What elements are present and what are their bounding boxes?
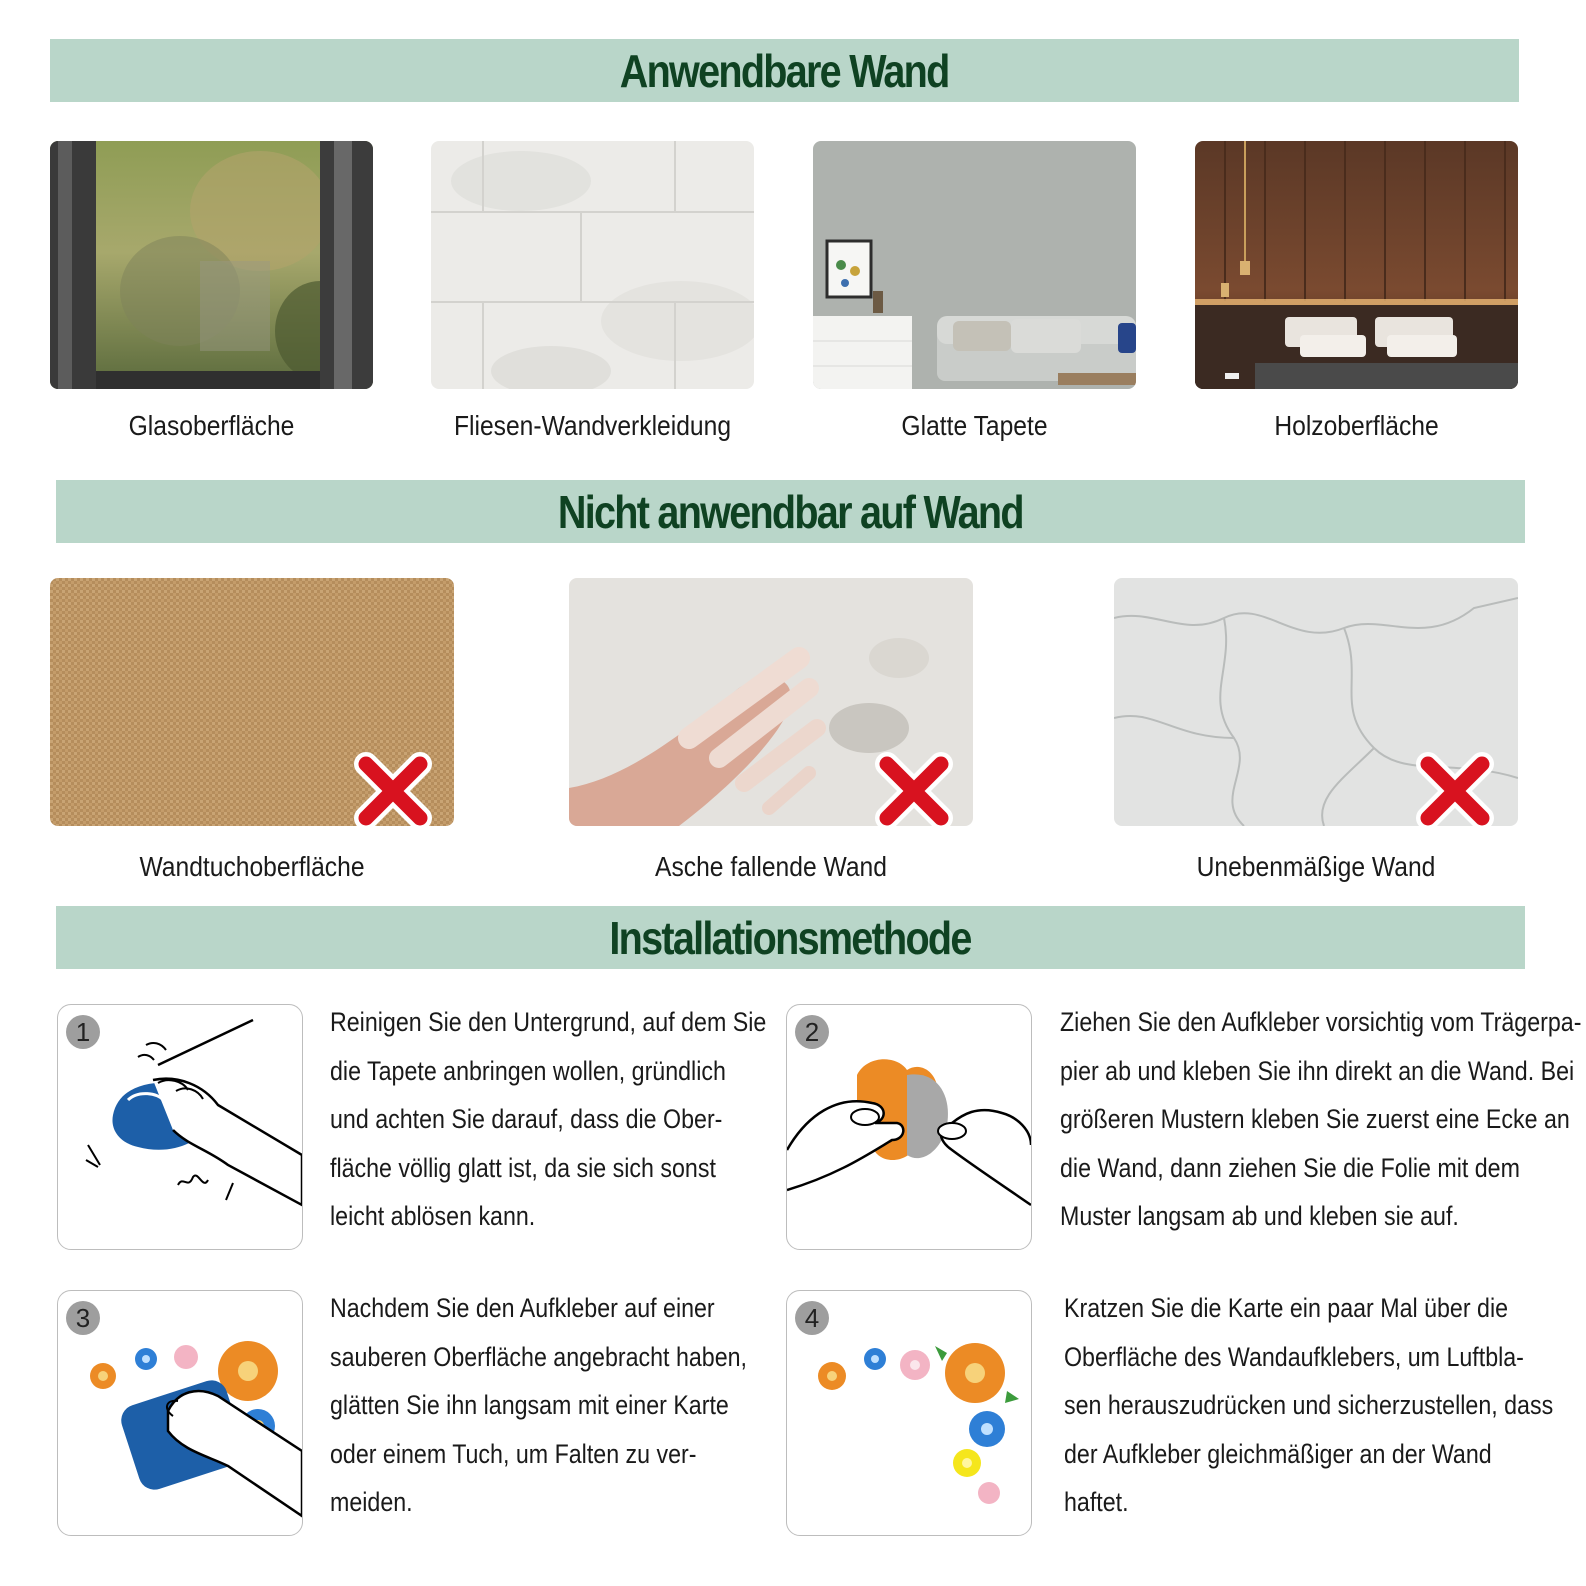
wood-bedroom-photo [1195, 141, 1518, 389]
step-4-number: 4 [795, 1301, 829, 1335]
caption-tile: Fliesen-Wandverkleidung [453, 410, 732, 441]
caption-fabric: Wandtuchoberfläche [139, 851, 365, 882]
step-2-number: 2 [795, 1015, 829, 1049]
caption-dusty: Asche fallende Wand [655, 851, 887, 882]
step-3-illustration [57, 1290, 303, 1536]
install-title: Installationsmethode [609, 911, 972, 964]
caption-glass: Glasoberfläche [128, 410, 295, 441]
step-4-text: Kratzen Sie die Karte ein paar Mal über die Oberfläche des Wandaufklebers, um Luftbla- sen herauszudrücken und sicherzustellen, dass der Aufkleber gleichmäßiger an der Wand haftet. [1064, 1293, 1554, 1517]
step-3-number: 3 [66, 1301, 100, 1335]
caption-wood: Holzoberfläche [1274, 410, 1439, 441]
applicable-section-header [50, 39, 1519, 102]
step-1-number: 1 [66, 1015, 100, 1049]
step-1-illustration [57, 1004, 303, 1250]
step-1-text: Reinigen Sie den Untergrund, auf dem Sie die Tapete anbringen wollen, gründlich und achten Sie darauf, dass die Ober- fläche völlig glatt ist, da sie sich sonst leicht ablösen kann. [330, 1007, 767, 1231]
step-2-text: Ziehen Sie den Aufkleber vorsichtig vom Trägerpa- pier ab und kleben Sie ihn direkt an die Wand. Bei größeren Mustern kleben Sie zuerst eine Ecke an die Wand, dann ziehen Sie die Folie mit dem Muster langsam ab und kleben sie auf. [1060, 1007, 1582, 1231]
living-room-photo [813, 141, 1136, 389]
not-applicable-section-header [56, 480, 1525, 543]
cracked-wall-photo [1114, 578, 1518, 826]
not-applicable-title: Nicht anwendbar auf Wand [558, 485, 1023, 538]
install-section-header [56, 906, 1525, 969]
applicable-title: Anwendbare Wand [620, 44, 949, 97]
caption-cracked: Unebenmäßige Wand [1196, 851, 1436, 882]
step-2-illustration [786, 1004, 1032, 1250]
dusty-wall-photo [569, 578, 973, 826]
step-4-illustration [786, 1290, 1032, 1536]
caption-wallpaper: Glatte Tapete [901, 410, 1048, 441]
glass-window-photo [50, 141, 373, 389]
step-3-text: Nachdem Sie den Aufkleber auf einer sauberen Oberfläche angebracht haben, glätten Sie ihn langsam mit einer Karte oder einem Tuch, um Falten zu ver- meiden. [330, 1293, 747, 1517]
fabric-texture-photo [50, 578, 454, 826]
marble-tile-photo [431, 141, 754, 389]
